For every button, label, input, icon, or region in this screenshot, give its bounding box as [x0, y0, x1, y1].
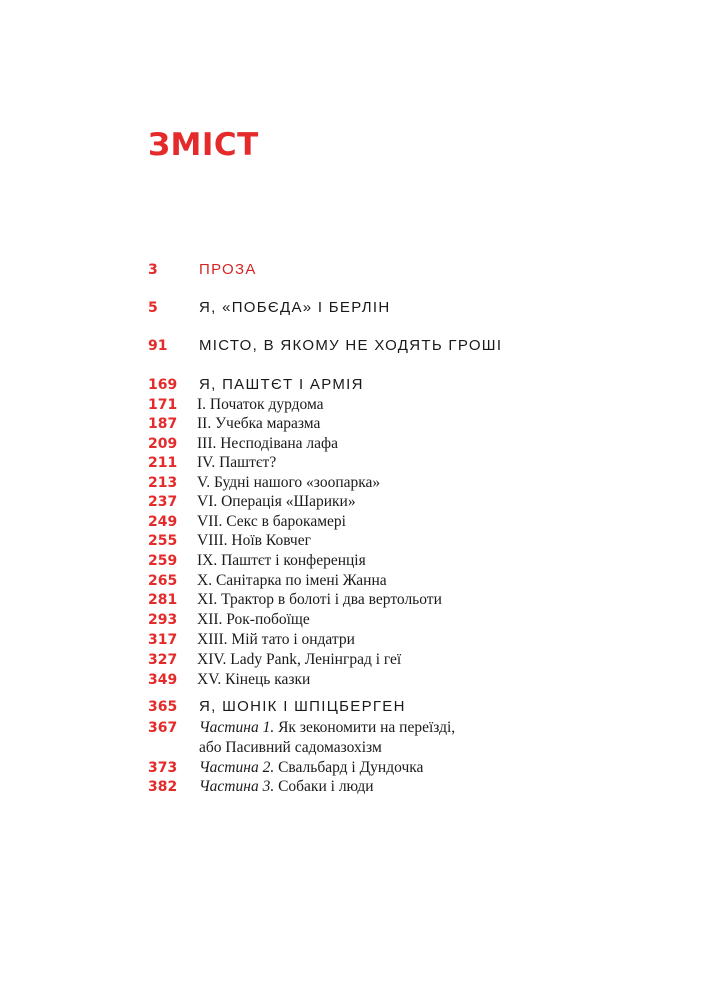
toc-entry-title-continuation: або Пасивний садомазохізм [199, 739, 382, 756]
toc-entry-title: XV. Кінець казки [197, 671, 311, 688]
toc-page-number: 382 [148, 779, 178, 795]
toc-entry-chapter[interactable] [0, 414, 702, 434]
toc-entry-chapter[interactable] [0, 551, 702, 571]
toc-page-number: 317 [148, 632, 178, 648]
toc-entry-chapter[interactable] [0, 434, 702, 454]
toc-page-number: 171 [148, 397, 178, 413]
toc-page-number: 211 [148, 455, 178, 471]
toc-entry-chapter[interactable] [0, 531, 702, 551]
toc-entry-title: IV. Паштєт? [197, 454, 277, 471]
toc-page-number: 327 [148, 652, 178, 668]
toc-entry-title: VII. Секс в барокамері [197, 513, 346, 530]
toc-entry-title: III. Несподівана лафа [197, 435, 338, 452]
toc-page-number: 169 [148, 377, 178, 393]
toc-entry-title: ПРОЗА [199, 261, 257, 278]
toc-page-number: 349 [148, 672, 178, 688]
toc-entry-section[interactable] [0, 336, 702, 356]
toc-entry-section[interactable] [0, 298, 702, 318]
toc-entry-chapter[interactable] [0, 492, 702, 512]
toc-entry-continuation [0, 738, 702, 758]
toc-part-label: Частина 1. [199, 719, 275, 736]
toc-entry-title: VIII. Ноїв Ковчег [197, 532, 311, 549]
toc-entry-title: Собаки і люди [278, 778, 374, 795]
toc-entry-title: XIV. Lady Pank, Ленінград і геї [197, 651, 402, 668]
toc-page-number: 3 [148, 262, 158, 278]
toc-page-number: 209 [148, 436, 178, 452]
page-title: ЗМІСТ [148, 127, 259, 163]
toc-entry-title: VI. Операція «Шарики» [197, 493, 356, 510]
toc-entry-chapter[interactable] [0, 473, 702, 493]
toc-entry-title: X. Санітарка по імені Жанна [197, 572, 387, 589]
toc-page-number: 373 [148, 760, 178, 776]
toc-entry-title: V. Будні нашого «зоопарка» [197, 474, 381, 491]
toc-entry-title: Я, «ПОБЄДА» І БЕРЛІН [199, 299, 391, 316]
toc-entry-title: I. Початок дурдома [197, 396, 324, 413]
toc-page-number: 255 [148, 533, 178, 549]
toc-entry-chapter[interactable] [0, 395, 702, 415]
toc-page-number: 367 [148, 720, 178, 736]
toc-entry-title: XI. Трактор в болоті і два вертольоти [197, 591, 442, 608]
toc-page-number: 365 [148, 699, 178, 715]
toc-entry-title: XIII. Мій тато і ондатри [197, 631, 355, 648]
toc-entry-part[interactable] [0, 718, 702, 738]
toc-entry-part[interactable] [0, 777, 702, 797]
toc-entry-title: Як зекономити на переїзді, [278, 719, 456, 736]
toc-page-number: 237 [148, 494, 178, 510]
toc-entry-chapter[interactable] [0, 590, 702, 610]
toc-entry-chapter[interactable] [0, 571, 702, 591]
toc-page-number: 187 [148, 416, 178, 432]
toc-entry-title: XII. Рок-побоїще [197, 611, 310, 628]
toc-page-number: 91 [148, 338, 168, 354]
toc-entry-section[interactable] [0, 260, 702, 280]
toc-entry-title: Свальбард і Дундочка [278, 759, 424, 776]
toc-entry-part[interactable] [0, 758, 702, 778]
toc-part-label: Частина 2. [199, 759, 275, 776]
toc-entry-title: II. Учебка маразма [197, 415, 321, 432]
toc-entry-chapter[interactable] [0, 650, 702, 670]
toc-entry-chapter[interactable] [0, 630, 702, 650]
toc-part-label: Частина 3. [199, 778, 275, 795]
toc-entry-chapter[interactable] [0, 670, 702, 690]
toc-page-number: 249 [148, 514, 178, 530]
toc-page-number: 281 [148, 592, 178, 608]
toc-entry-section[interactable] [0, 375, 702, 395]
toc-entry-section[interactable] [0, 697, 702, 717]
toc-entry-chapter[interactable] [0, 453, 702, 473]
toc-page-number: 213 [148, 475, 178, 491]
toc-entry-title: IX. Паштєт і конференція [197, 552, 366, 569]
toc-entry-chapter[interactable] [0, 610, 702, 630]
toc-page-number: 293 [148, 612, 178, 628]
toc-page-number: 265 [148, 573, 178, 589]
toc-entry-chapter[interactable] [0, 512, 702, 532]
toc-page-number: 5 [148, 300, 158, 316]
toc-entry-title: МІСТО, В ЯКОМУ НЕ ХОДЯТЬ ГРОШІ [199, 337, 503, 354]
toc-page-number: 259 [148, 553, 178, 569]
toc-entry-title: Я, ШОНІК І ШПІЦБЕРГЕН [199, 698, 406, 715]
toc-entry-title: Я, ПАШТЄТ І АРМІЯ [199, 376, 364, 393]
